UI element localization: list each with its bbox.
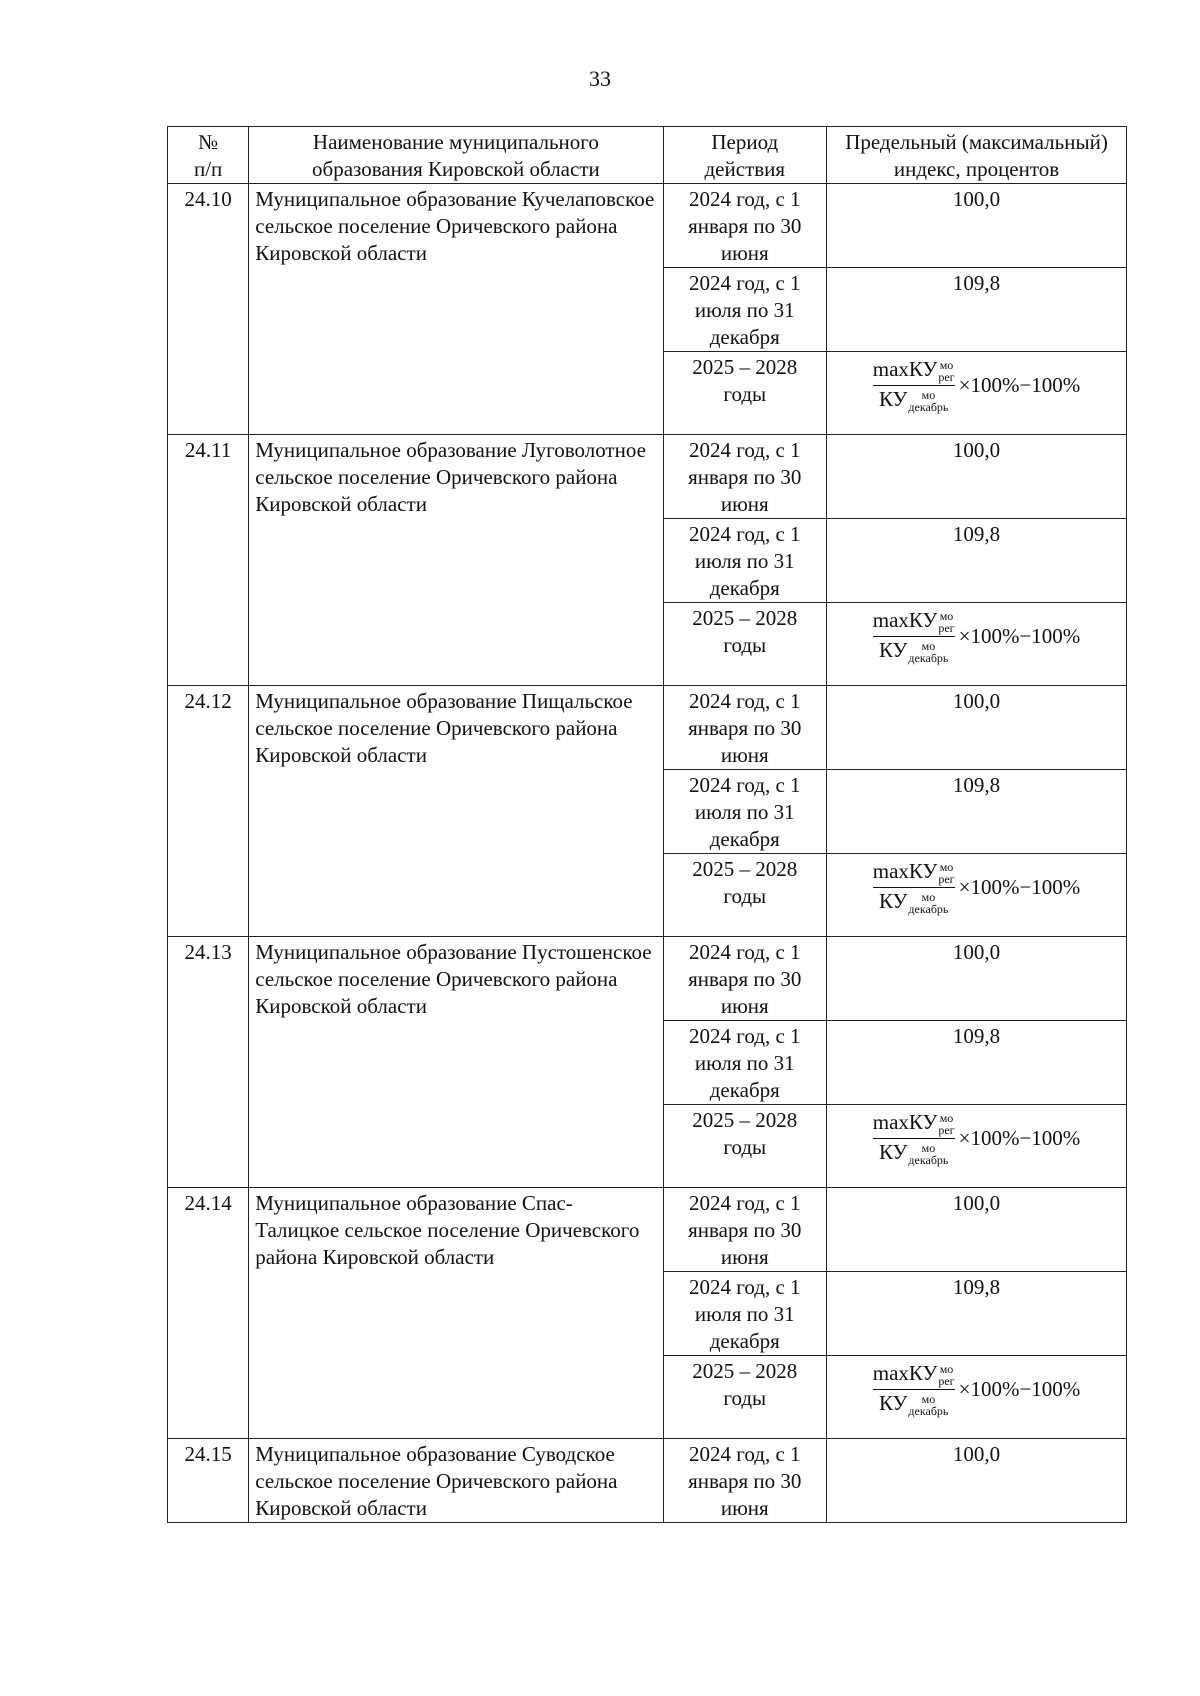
header-number [168, 127, 249, 184]
index-cell [827, 603, 1127, 686]
formula-numerator-text: maxКУ [872, 1110, 938, 1134]
formula-numerator [873, 1362, 955, 1387]
period-cell: 2024 год, с 1 июля по 31 декабря [663, 1272, 827, 1356]
formula-fraction [873, 1362, 955, 1417]
period-cell: 2025 – 2028 годы [663, 1105, 827, 1188]
formula-denominator-text: КУ [878, 638, 908, 663]
period-cell: 2024 год, с 1 января по 30 июня [663, 435, 827, 519]
header-name: Наименование муниципального образования Кировской области [249, 127, 663, 184]
fraction-bar [873, 636, 955, 637]
formula-denominator-indices [908, 891, 948, 915]
page-number: 33 [589, 66, 611, 91]
index-cell: 100,0 [827, 937, 1127, 1021]
period-cell: 2025 – 2028 годы [663, 1356, 827, 1439]
formula-den-sub: декабрь [908, 1404, 949, 1419]
formula-denominator [879, 890, 948, 915]
fraction-bar [873, 1138, 955, 1139]
formula-numerator-text: maxКУ [872, 859, 938, 883]
period-cell: 2024 год, с 1 января по 30 июня [663, 184, 827, 268]
header-period: Период действия [663, 127, 827, 184]
formula-num-sub: рег [938, 872, 955, 887]
formula-denominator-indices [908, 640, 948, 664]
formula-numerator-text: maxКУ [872, 1361, 938, 1385]
row-number: 24.11 [168, 435, 249, 686]
formula-numerator-text: maxКУ [872, 608, 938, 632]
index-formula [833, 856, 1120, 915]
formula-numerator-indices [938, 861, 954, 885]
index-cell [827, 854, 1127, 937]
period-cell: 2024 год, с 1 января по 30 июня [663, 1188, 827, 1272]
fraction-bar [873, 887, 955, 888]
formula-num-sup: мо [939, 1111, 954, 1126]
formula-tail: ×100%−100% [958, 1377, 1081, 1402]
formula-numerator [873, 860, 955, 885]
index-table [167, 126, 1127, 1523]
formula-denominator-text: КУ [878, 1140, 908, 1165]
formula-numerator [873, 609, 955, 634]
formula-den-sup: мо [921, 1141, 936, 1156]
period-cell: 2025 – 2028 годы [663, 352, 827, 435]
header-index: Предельный (максимальный) индекс, процентов [827, 127, 1127, 184]
period-cell: 2025 – 2028 годы [663, 854, 827, 937]
table-row [168, 1188, 1127, 1272]
formula-denominator [879, 1392, 948, 1417]
index-cell: 109,8 [827, 519, 1127, 603]
row-number: 24.13 [168, 937, 249, 1188]
index-cell [827, 352, 1127, 435]
index-formula [833, 1358, 1120, 1417]
table-row [168, 435, 1127, 519]
index-cell [827, 1105, 1127, 1188]
index-formula [833, 605, 1120, 664]
formula-den-sup: мо [921, 639, 936, 654]
header-number-line1: № [198, 130, 219, 154]
period-cell: 2024 год, с 1 января по 30 июня [663, 686, 827, 770]
formula-num-sub: рег [938, 1374, 955, 1389]
formula-tail: ×100%−100% [958, 1126, 1081, 1151]
table-header-row [168, 127, 1127, 184]
formula-tail: ×100%−100% [958, 373, 1081, 398]
index-formula [833, 354, 1120, 413]
period-cell: 2024 год, с 1 июля по 31 декабря [663, 1021, 827, 1105]
municipality-name: Муниципальное образование Кучелаповское сельское поселение Оричевского района Кировской области [249, 184, 663, 435]
index-cell: 100,0 [827, 1188, 1127, 1272]
fraction-bar [873, 1389, 955, 1390]
index-cell: 100,0 [827, 435, 1127, 519]
formula-numerator-indices [938, 1112, 954, 1136]
table-row [168, 937, 1127, 1021]
formula-denominator-text: КУ [878, 387, 908, 412]
formula-num-sup: мо [939, 1362, 954, 1377]
header-number-line2: п/п [193, 157, 223, 181]
formula-den-sub: декабрь [908, 1153, 949, 1168]
formula-fraction [873, 860, 955, 915]
formula-tail: ×100%−100% [958, 624, 1081, 649]
period-cell: 2024 год, с 1 июля по 31 декабря [663, 770, 827, 854]
formula-fraction [873, 1111, 955, 1166]
period-cell: 2024 год, с 1 января по 30 июня [663, 937, 827, 1021]
formula-tail: ×100%−100% [958, 875, 1081, 900]
formula-denominator [879, 388, 948, 413]
formula-numerator-indices [938, 359, 954, 383]
formula-numerator [873, 1111, 955, 1136]
period-cell: 2024 год, с 1 июля по 31 декабря [663, 268, 827, 352]
table-body [168, 184, 1127, 1523]
period-cell: 2025 – 2028 годы [663, 603, 827, 686]
index-cell: 100,0 [827, 184, 1127, 268]
formula-den-sup: мо [921, 388, 936, 403]
index-cell: 100,0 [827, 1439, 1127, 1523]
formula-denominator-indices [908, 389, 948, 413]
formula-den-sub: декабрь [908, 400, 949, 415]
index-cell [827, 1356, 1127, 1439]
formula-den-sup: мо [921, 890, 936, 905]
formula-numerator [873, 358, 955, 383]
formula-num-sub: рег [938, 621, 955, 636]
row-number: 24.14 [168, 1188, 249, 1439]
formula-fraction [873, 358, 955, 413]
row-number: 24.12 [168, 686, 249, 937]
row-number: 24.15 [168, 1439, 249, 1523]
formula-denominator-text: КУ [878, 889, 908, 914]
index-cell: 109,8 [827, 1021, 1127, 1105]
table-row [168, 686, 1127, 770]
formula-num-sup: мо [939, 860, 954, 875]
formula-denominator [879, 1141, 948, 1166]
period-cell: 2024 год, с 1 июля по 31 декабря [663, 519, 827, 603]
municipality-name: Муниципальное образование Луговолотное сельское поселение Оричевского района Кировской области [249, 435, 663, 686]
formula-den-sub: декабрь [908, 651, 949, 666]
table-row [168, 1439, 1127, 1523]
formula-numerator-text: maxКУ [872, 357, 938, 381]
formula-fraction [873, 609, 955, 664]
fraction-bar [873, 385, 955, 386]
municipality-name: Муниципальное образование Пищальское сельское поселение Оричевского района Кировской области [249, 686, 663, 937]
municipality-name: Муниципальное образование Спас-Талицкое сельское поселение Оричевского района Кировской области [249, 1188, 663, 1439]
formula-den-sup: мо [921, 1392, 936, 1407]
formula-num-sub: рег [938, 370, 955, 385]
formula-numerator-indices [938, 1363, 954, 1387]
municipality-name: Муниципальное образование Суводское сельское поселение Оричевского района Кировской области [249, 1439, 663, 1523]
period-cell: 2024 год, с 1 января по 30 июня [663, 1439, 827, 1523]
formula-num-sup: мо [939, 358, 954, 373]
formula-numerator-indices [938, 610, 954, 634]
formula-denominator-indices [908, 1142, 948, 1166]
formula-num-sup: мо [939, 609, 954, 624]
row-number: 24.10 [168, 184, 249, 435]
index-formula [833, 1107, 1120, 1166]
formula-den-sub: декабрь [908, 902, 949, 917]
formula-denominator-indices [908, 1393, 948, 1417]
formula-num-sub: рег [938, 1123, 955, 1138]
formula-denominator [879, 639, 948, 664]
index-cell: 109,8 [827, 1272, 1127, 1356]
municipality-name: Муниципальное образование Пустошенское сельское поселение Оричевского района Кировской области [249, 937, 663, 1188]
table-row [168, 184, 1127, 268]
formula-denominator-text: КУ [878, 1391, 908, 1416]
index-cell: 109,8 [827, 268, 1127, 352]
index-cell: 100,0 [827, 686, 1127, 770]
index-cell: 109,8 [827, 770, 1127, 854]
